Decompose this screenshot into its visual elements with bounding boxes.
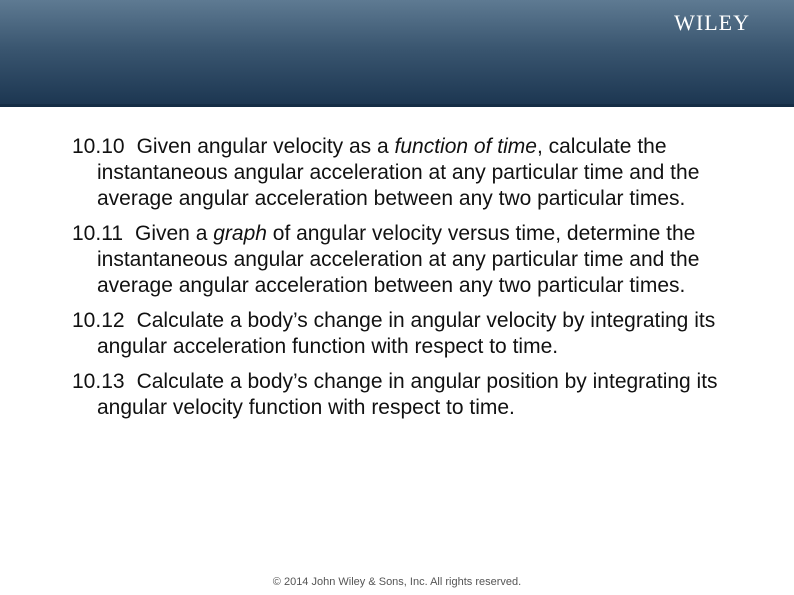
learning-objectives-list: [72, 134, 732, 430]
objective-10-13: [72, 369, 732, 421]
objective-text-emphasis: graph: [213, 222, 267, 245]
objective-number: 10.11: [72, 222, 123, 245]
objective-text-pre: Given a: [135, 222, 214, 245]
objective-number: 10.13: [72, 370, 125, 393]
objective-10-12: [72, 308, 732, 360]
objective-text-pre: Given angular velocity as a: [136, 135, 395, 158]
objective-text-pre: Calculate a body’s change in angular velocity by integrating its angular acceleration function with respect to time.: [97, 309, 716, 358]
objective-number: 10.10: [72, 135, 125, 158]
objective-text-emphasis: function of time: [394, 135, 537, 158]
header-band: [0, 0, 794, 107]
objective-text-post: , calculate the instantaneous angular acceleration at any particular time and the average angular acceleration between any two particular times.: [97, 135, 700, 210]
objective-10-11: [72, 221, 732, 299]
objective-number: 10.12: [72, 309, 125, 332]
objective-10-10: [72, 134, 732, 212]
wiley-logo: WILEY: [674, 10, 750, 35]
copyright-footer: © 2014 John Wiley & Sons, Inc. All rights reserved.: [272, 576, 522, 588]
objective-text-post: of angular velocity versus time, determine the instantaneous angular acceleration at any particular time and the average angular acceleration between any two particular times.: [97, 222, 700, 297]
objective-text-pre: Calculate a body’s change in angular position by integrating its angular velocity function with respect to time.: [97, 370, 718, 419]
